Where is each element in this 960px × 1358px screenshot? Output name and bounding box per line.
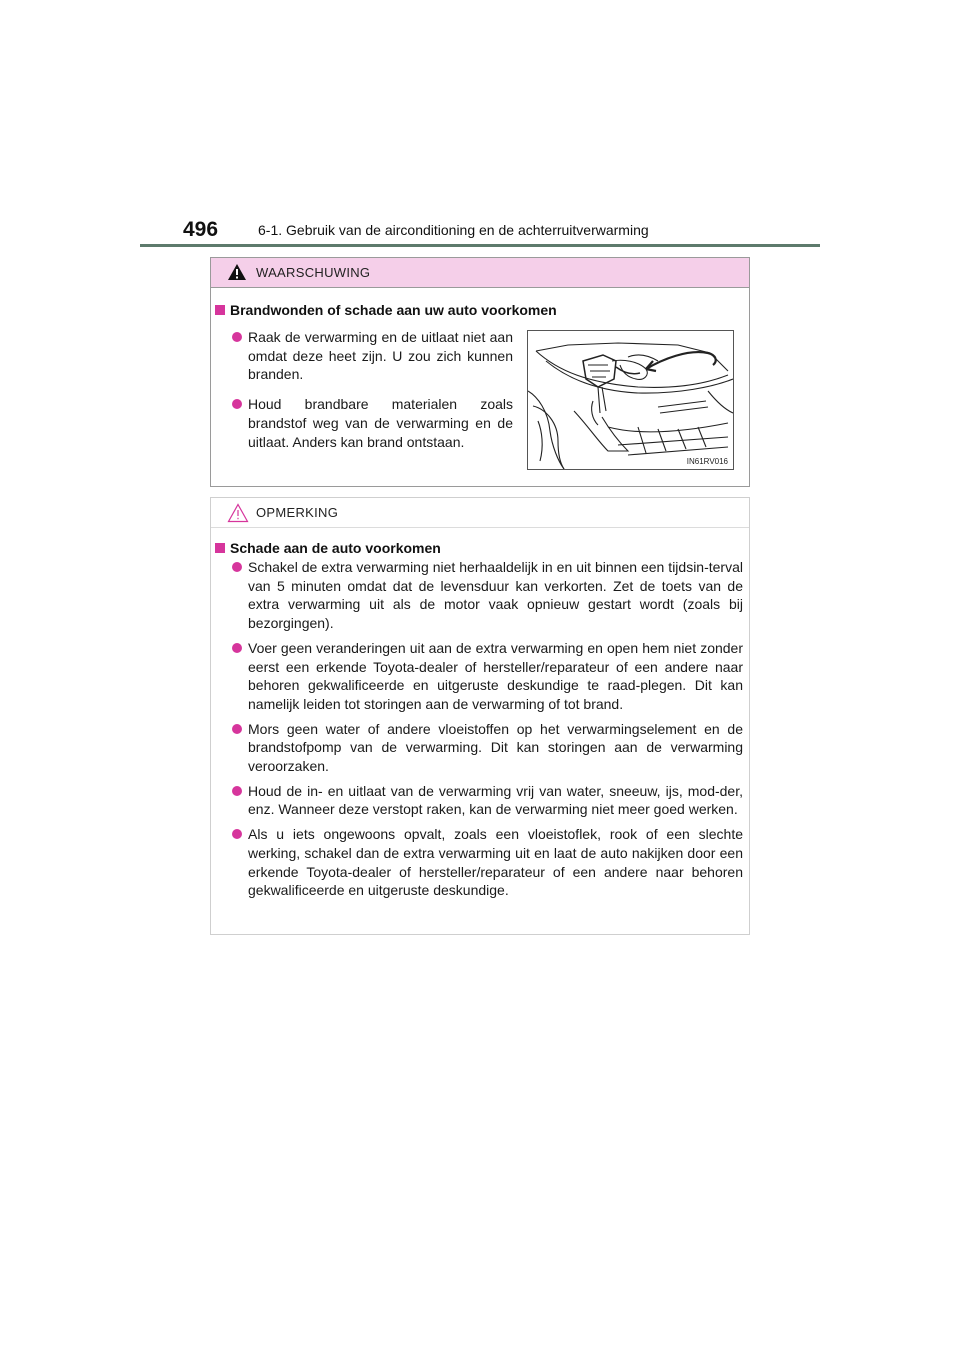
bullet-dot-icon	[232, 399, 242, 409]
warning-bullet-list	[230, 328, 513, 462]
warning-label: WAARSCHUWING	[256, 265, 371, 280]
list-item: Raak de verwarming en de uitlaat niet aan omdat deze heet zijn. U zou zich kunnen branden.	[230, 328, 513, 384]
notice-header	[211, 498, 749, 528]
list-item: Schakel de extra verwarming niet herhaaldelijk in en uit binnen een tijdsin-terval van 5 minuten omdat dat de levensduur kan verkorten. Zet de toets van de extra verwarming uit als de motor vaak opnieuw gestart wordt (zoals bij bezorgingen).	[230, 558, 743, 633]
bullet-dot-icon	[232, 786, 242, 796]
bullet-dot-icon	[232, 562, 242, 572]
header-rule	[140, 244, 820, 247]
warning-box	[210, 257, 750, 487]
warning-subhead: Brandwonden of schade aan uw auto voorkomen	[213, 302, 750, 318]
list-item: Houd brandbare materialen zoals brandstof weg van de verwarming en de uitlaat. Anders kan brand ontstaan.	[230, 395, 513, 451]
list-item: Als u iets ongewoons opvalt, zoals een vloeistoflek, rook of een slechte werking, schakel dan de extra verwarming uit en laat de auto nakijken door een erkende Toyota-dealer of hersteller/reparateur of een andere naar behoren gekwalificeerde en uitgeruste deskundige.	[230, 825, 743, 900]
list-item: Houd de in- en uitlaat van de verwarming vrij van water, sneeuw, ijs, mod-der, enz. Wanneer deze verstopt raken, kan de verwarming niet meer goed werken.	[230, 782, 743, 819]
notice-box	[210, 497, 750, 935]
notice-bullet-list	[230, 558, 743, 906]
square-bullet-icon	[215, 305, 225, 315]
page-number: 496	[183, 218, 219, 241]
bullet-dot-icon	[232, 643, 242, 653]
square-bullet-icon	[215, 543, 225, 553]
car-front-drawing	[528, 331, 733, 469]
notice-label: OPMERKING	[256, 505, 339, 520]
bullet-dot-icon	[232, 332, 242, 342]
figure-code: IN61RV016	[686, 457, 728, 466]
warning-header	[211, 258, 749, 288]
list-item: Mors geen water of andere vloeistoffen op het verwarmingselement en de brandstofpomp van de verwarming. Dit kan storingen aan de verwarming veroorzaken.	[230, 720, 743, 776]
warning-triangle-icon	[227, 263, 247, 281]
list-item: Voer geen veranderingen uit aan de extra verwarming en open hem niet zonder eerst een erkende Toyota-dealer of hersteller/reparateur of een andere naar behoren gekwalificeerde en uitgeruste deskundige te raad-plegen. Dit kan namelijk leiden tot storingen aan de verwarming of tot brand.	[230, 639, 743, 714]
caution-triangle-icon	[227, 503, 249, 523]
notice-subhead: Schade aan de auto voorkomen	[213, 540, 750, 556]
section-title: 6-1. Gebruik van de airconditioning en de achterruitverwarming	[258, 222, 649, 238]
heater-illustration	[527, 330, 734, 470]
bullet-dot-icon	[232, 724, 242, 734]
bullet-dot-icon	[232, 829, 242, 839]
